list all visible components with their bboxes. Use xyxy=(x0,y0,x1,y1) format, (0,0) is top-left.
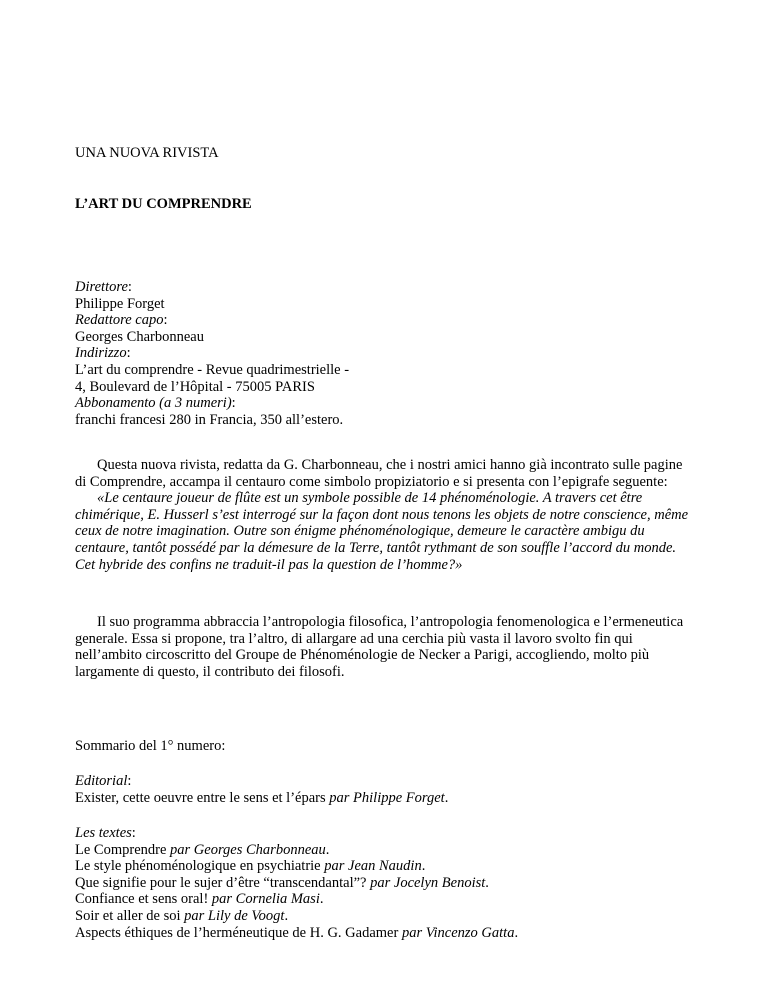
contents-item xyxy=(75,842,518,859)
item-title: Le Comprendre xyxy=(75,841,171,858)
item-end: . xyxy=(319,891,324,908)
intro-section xyxy=(75,457,693,573)
subscription-label: Abbonamento (a 3 numeri) xyxy=(75,395,232,412)
item-title: Le style phénoménologique en psychiatrie xyxy=(75,858,325,875)
director-label: Direttore xyxy=(75,279,128,295)
masthead: Direttore: Philippe Forget Redattore capo: Georges Charbonneau Indirizzo: L’art du comprendre - Revue quadrimestrielle - 4, Boulevard de l’Hôpital - 75005 PARIS Abbonamento (a 3 numeri): franchi francesi 280 in Francia, 350 all’estero. xyxy=(75,279,350,428)
editorial-entry: Exister, cette oeuvre entre le sens et l’épars par Philippe Forget. xyxy=(75,789,449,806)
item-title: Confiance et sens oral! xyxy=(75,891,212,908)
texts-label: Les textes xyxy=(75,825,132,841)
contents-item xyxy=(75,925,518,942)
journal-title: L’ART DU COMPRENDRE xyxy=(75,196,252,212)
contents-heading: Sommario del 1° numero: xyxy=(75,738,226,754)
item-title: Aspects éthiques de l’herméneutique de H. G. Gadamer xyxy=(75,924,402,941)
texts-section: Les textes: Le Comprendre par Georges Charbonneau. Le style phénoménologique en psychiatrie par Jean Naudin. Que signifie pour le sujer d’être “transcendantal”? par Jocelyn Benoist. Confiance et sens oral! par Cornelia Masi. Soir et aller de soi par Lily de Voogt. Aspects éthiques de l’herméneutique de H. G. Gadamer par Vincenzo Gatta. xyxy=(75,825,519,941)
contents-item xyxy=(75,875,518,892)
item-author: par Jean Naudin xyxy=(324,858,422,875)
editorial-label: Editorial xyxy=(75,773,128,789)
contents-item xyxy=(75,891,518,908)
item-end: . xyxy=(485,874,489,891)
program-text: Il suo programma abbraccia l’antropologia filosofica, l’antropologia fenomenologica e l’ermeneutica generale. Essa si propone, tra l’altro, di allargare ad una cerchia più vasta il lavoro svolto fin qui nell’ambito circoscritto del Groupe de Phénoménologie de Necker a Parigi, accogliendo, molto più largamente di questo, il contributo dei filosofi. xyxy=(75,614,684,680)
item-end: . xyxy=(514,924,519,941)
item-author: par Cornelia Masi xyxy=(211,891,320,908)
address-line-1: L’art du comprendre - Revue quadrimestrielle - xyxy=(75,361,350,378)
editorial-author: par Philippe Forget xyxy=(329,789,445,806)
item-end: . xyxy=(284,907,289,924)
item-author: par Jocelyn Benoist xyxy=(370,874,486,891)
address-label: Indirizzo xyxy=(75,345,127,362)
kicker: UNA NUOVA RIVISTA xyxy=(75,145,219,161)
editorial-section: Editorial: Exister, cette oeuvre entre le sens et l’épars par Philippe Forget. xyxy=(75,773,449,806)
contents-item xyxy=(75,908,518,925)
editor-label: Redattore capo xyxy=(75,312,164,329)
intro-paragraph: Questa nuova rivista, redatta da G. Charbonneau, che i nostri amici hanno già incontrato sulle pagine di Comprendre, accampa il centauro come simbolo propiziatorio e si presenta con l’epigrafe seguente: xyxy=(75,457,683,490)
item-author: par Georges Charbonneau xyxy=(170,841,326,858)
item-author: par Vincenzo Gatta xyxy=(401,924,515,941)
epigraph: «Le centaure joueur de flûte est un symbole possible de 14 phénoménologie. A travers cet être chimérique, E. Husserl s’est interrogé sur la façon dont nous tenons les objets de notre conscience, même ceux de notre imagination. Outre son énigme phénoménologique, demeure le caractère ambigu du centaure, tantôt possédé par la démesure de la Terre, tantôt rythmant de son souffle l’accord du monde. Cet hybride des confins ne traduit-il pas la question de l’homme?» xyxy=(75,490,689,573)
subscription-price: franchi francesi 280 in Francia, 350 all’estero. xyxy=(75,411,344,428)
item-title: Que signifie pour le sujer d’être “transcendantal”? xyxy=(75,874,371,891)
address-line-2: 4, Boulevard de l’Hôpital - 75005 PARIS xyxy=(75,378,315,395)
contents-item xyxy=(75,858,518,875)
program-paragraph xyxy=(75,614,693,680)
item-end: . xyxy=(325,841,330,858)
item-end: . xyxy=(421,858,426,875)
item-title: Soir et aller de soi xyxy=(75,907,185,924)
item-author: par Lily de Voogt xyxy=(184,907,285,924)
editor-name: Georges Charbonneau xyxy=(75,328,204,345)
editorial-title: Exister, cette oeuvre entre le sens et l’épars xyxy=(75,789,330,806)
director-name: Philippe Forget xyxy=(75,295,165,312)
